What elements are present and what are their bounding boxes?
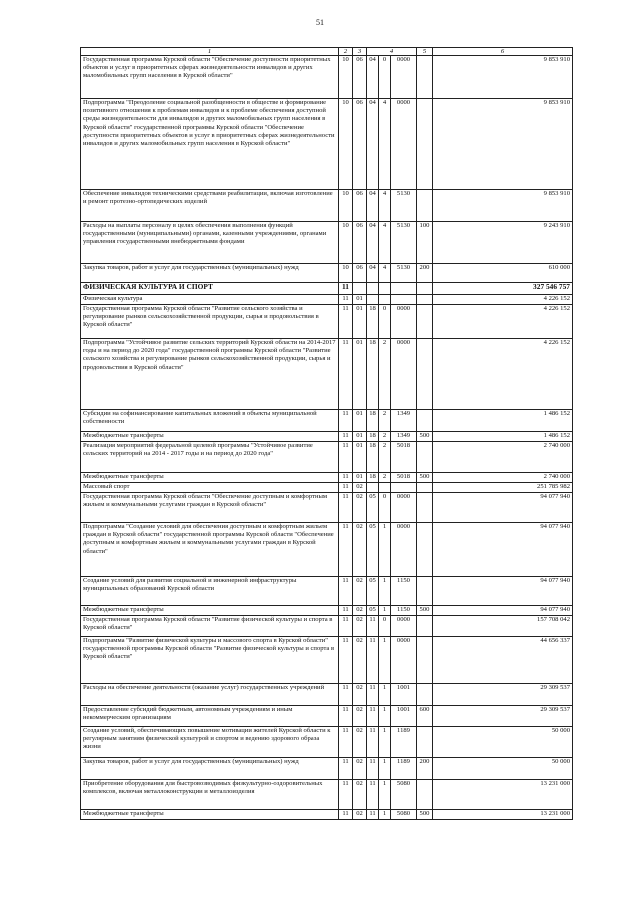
row-section: 11 bbox=[339, 305, 353, 339]
row-subprogram: 1 bbox=[379, 758, 391, 780]
row-expense-type bbox=[417, 727, 433, 758]
row-program: 05 bbox=[367, 606, 379, 616]
row-section: 11 bbox=[339, 780, 353, 810]
row-subprogram: 1 bbox=[379, 523, 391, 577]
row-program: 18 bbox=[367, 432, 379, 442]
row-direction: 1349 bbox=[391, 410, 417, 432]
row-subprogram: 4 bbox=[379, 222, 391, 264]
row-amount: 251 785 982 bbox=[433, 483, 573, 493]
header-col-4: 4 bbox=[367, 48, 417, 56]
row-section: 11 bbox=[339, 432, 353, 442]
row-subprogram: 2 bbox=[379, 432, 391, 442]
row-amount: 94 077 940 bbox=[433, 493, 573, 523]
row-amount: 50 000 bbox=[433, 758, 573, 780]
row-section: 10 bbox=[339, 264, 353, 283]
row-name: Субсидии на софинансирование капитальных вложений в объекты муниципальной собственности bbox=[81, 410, 339, 432]
table-row bbox=[81, 222, 573, 264]
row-direction: 1189 bbox=[391, 758, 417, 780]
row-name: ФИЗИЧЕСКАЯ КУЛЬТУРА И СПОРТ bbox=[81, 283, 339, 295]
row-subsection: 06 bbox=[353, 264, 367, 283]
row-subprogram: 2 bbox=[379, 339, 391, 410]
row-expense-type bbox=[417, 295, 433, 305]
table-row bbox=[81, 780, 573, 810]
row-name: Межбюджетные трансферты bbox=[81, 810, 339, 820]
row-amount: 94 077 940 bbox=[433, 606, 573, 616]
row-name: Подпрограмма "Устойчивое развитие сельских территорий Курской области на 2014-2017 годы и на период до 2020 года" государственной программы Курской области "Развитие сельского хозяйства и регулирование рынков сельскохозяйственной продукции, сырья и продовольствия в Курской области" bbox=[81, 339, 339, 410]
row-amount: 94 077 940 bbox=[433, 577, 573, 606]
row-section: 11 bbox=[339, 493, 353, 523]
row-name: Реализация мероприятий федеральной целевой программы "Устойчивое развитие сельских территорий на 2014 - 2017 годы и на период до 2020 года" bbox=[81, 442, 339, 473]
row-program bbox=[367, 483, 379, 493]
row-subsection: 06 bbox=[353, 222, 367, 264]
row-direction: 0000 bbox=[391, 305, 417, 339]
row-subsection: 06 bbox=[353, 99, 367, 190]
row-program: 11 bbox=[367, 780, 379, 810]
row-expense-type bbox=[417, 616, 433, 637]
row-name: Закупка товаров, работ и услуг для государственных (муниципальных) нужд bbox=[81, 264, 339, 283]
table-row bbox=[81, 483, 573, 493]
row-name: Физическая культура bbox=[81, 295, 339, 305]
row-direction: 0000 bbox=[391, 56, 417, 99]
row-subprogram: 1 bbox=[379, 684, 391, 706]
row-name: Подпрограмма "Создание условий для обеспечения доступным и комфортным жильем граждан в Курской области" государственной программы Курской области "Обеспечение доступным и комфортным жильем и коммунальными услугами граждан в Курской области" bbox=[81, 523, 339, 577]
row-name: Создание условий для развития социальной и инженерной инфраструктуры муниципальных образований Курской области bbox=[81, 577, 339, 606]
row-section: 10 bbox=[339, 222, 353, 264]
header-col-1: 1 bbox=[81, 48, 339, 56]
row-subprogram: 2 bbox=[379, 473, 391, 483]
table-row bbox=[81, 432, 573, 442]
row-subprogram bbox=[379, 295, 391, 305]
row-section: 11 bbox=[339, 637, 353, 684]
row-direction: 1189 bbox=[391, 727, 417, 758]
row-section: 11 bbox=[339, 295, 353, 305]
row-name: Расходы на обеспечение деятельности (оказание услуг) государственных учреждений bbox=[81, 684, 339, 706]
row-section: 11 bbox=[339, 523, 353, 577]
row-direction: 5080 bbox=[391, 810, 417, 820]
header-col-3: 3 bbox=[353, 48, 367, 56]
row-subprogram: 2 bbox=[379, 410, 391, 432]
row-program: 11 bbox=[367, 810, 379, 820]
row-expense-type bbox=[417, 442, 433, 473]
table-row bbox=[81, 295, 573, 305]
table-row bbox=[81, 99, 573, 190]
row-amount: 2 740 000 bbox=[433, 442, 573, 473]
row-program: 05 bbox=[367, 577, 379, 606]
row-direction bbox=[391, 283, 417, 295]
row-program: 11 bbox=[367, 616, 379, 637]
row-subprogram bbox=[379, 483, 391, 493]
row-direction: 5018 bbox=[391, 473, 417, 483]
row-subsection: 01 bbox=[353, 339, 367, 410]
row-expense-type: 200 bbox=[417, 264, 433, 283]
row-expense-type bbox=[417, 410, 433, 432]
row-program: 11 bbox=[367, 684, 379, 706]
row-expense-type bbox=[417, 684, 433, 706]
row-subsection: 01 bbox=[353, 442, 367, 473]
row-amount: 1 486 152 bbox=[433, 432, 573, 442]
row-direction: 0000 bbox=[391, 616, 417, 637]
row-subsection: 02 bbox=[353, 483, 367, 493]
row-subsection: 01 bbox=[353, 410, 367, 432]
table-row bbox=[81, 56, 573, 99]
row-section: 11 bbox=[339, 758, 353, 780]
row-direction: 1150 bbox=[391, 577, 417, 606]
row-section: 10 bbox=[339, 56, 353, 99]
row-expense-type bbox=[417, 493, 433, 523]
row-expense-type bbox=[417, 190, 433, 222]
table-row bbox=[81, 606, 573, 616]
row-amount: 13 231 000 bbox=[433, 780, 573, 810]
row-section: 11 bbox=[339, 339, 353, 410]
row-subsection bbox=[353, 283, 367, 295]
row-subsection: 06 bbox=[353, 56, 367, 99]
table-row bbox=[81, 264, 573, 283]
row-name: Межбюджетные трансферты bbox=[81, 473, 339, 483]
row-direction: 1001 bbox=[391, 684, 417, 706]
row-program: 11 bbox=[367, 758, 379, 780]
row-subprogram: 0 bbox=[379, 305, 391, 339]
row-direction: 0000 bbox=[391, 339, 417, 410]
row-expense-type bbox=[417, 339, 433, 410]
row-direction: 0000 bbox=[391, 99, 417, 190]
row-name: Обеспечение инвалидов техническими средствами реабилитации, включая изготовление и ремонт протезно-ортопедических изделий bbox=[81, 190, 339, 222]
row-subprogram: 1 bbox=[379, 606, 391, 616]
row-section: 10 bbox=[339, 99, 353, 190]
row-direction: 0000 bbox=[391, 523, 417, 577]
row-expense-type bbox=[417, 283, 433, 295]
row-section: 11 bbox=[339, 410, 353, 432]
row-name: Подпрограмма "Развитие физической культуры и массового спорта в Курской области" государственной программы Курской области "Развитие физической культуры и спорта в Курской области" bbox=[81, 637, 339, 684]
row-subprogram: 0 bbox=[379, 56, 391, 99]
row-subprogram: 1 bbox=[379, 706, 391, 727]
row-section: 11 bbox=[339, 483, 353, 493]
row-program: 04 bbox=[367, 99, 379, 190]
row-name: Приобретение оборудования для быстровозводимых физкультурно-оздоровительных комплексов, включая металлоконструкции и металлоизделия bbox=[81, 780, 339, 810]
header-col-5: 5 bbox=[417, 48, 433, 56]
table-row bbox=[81, 493, 573, 523]
row-expense-type bbox=[417, 56, 433, 99]
row-program: 04 bbox=[367, 56, 379, 99]
row-expense-type bbox=[417, 99, 433, 190]
row-section: 11 bbox=[339, 473, 353, 483]
row-direction bbox=[391, 295, 417, 305]
row-subsection: 02 bbox=[353, 758, 367, 780]
table-row bbox=[81, 190, 573, 222]
row-section: 11 bbox=[339, 727, 353, 758]
row-program bbox=[367, 295, 379, 305]
row-subprogram: 1 bbox=[379, 577, 391, 606]
row-subsection: 01 bbox=[353, 295, 367, 305]
row-name: Государственная программа Курской области "Развитие физической культуры и спорта в Курской области" bbox=[81, 616, 339, 637]
row-program: 18 bbox=[367, 442, 379, 473]
table-row bbox=[81, 706, 573, 727]
row-name: Массовый спорт bbox=[81, 483, 339, 493]
table-row bbox=[81, 339, 573, 410]
row-subsection: 01 bbox=[353, 305, 367, 339]
row-amount: 9 853 910 bbox=[433, 56, 573, 99]
table-row bbox=[81, 616, 573, 637]
row-name: Подпрограмма "Преодоление социальной разобщенности в обществе и формирование позитивного отношения к проблемам инвалидов и к проблеме обеспечения доступной среды жизнедеятельности для инвалидов и других маломобильных групп населения в Курской области" государственной программы Курской области "Обеспечение доступности приоритетных объектов и услуг в приоритетных сферах жизнедеятельности инвалидов и других маломобильных групп населения в Курской области" bbox=[81, 99, 339, 190]
row-program: 11 bbox=[367, 637, 379, 684]
row-section: 11 bbox=[339, 616, 353, 637]
row-amount: 9 853 910 bbox=[433, 99, 573, 190]
row-section: 11 bbox=[339, 606, 353, 616]
row-direction: 1001 bbox=[391, 706, 417, 727]
row-subprogram: 2 bbox=[379, 442, 391, 473]
row-name: Межбюджетные трансферты bbox=[81, 432, 339, 442]
row-direction: 5130 bbox=[391, 222, 417, 264]
row-subsection: 01 bbox=[353, 473, 367, 483]
row-program bbox=[367, 283, 379, 295]
row-subsection: 02 bbox=[353, 606, 367, 616]
header-col-2: 2 bbox=[339, 48, 353, 56]
row-amount: 610 000 bbox=[433, 264, 573, 283]
row-subprogram: 4 bbox=[379, 190, 391, 222]
row-subprogram: 1 bbox=[379, 637, 391, 684]
row-program: 05 bbox=[367, 523, 379, 577]
table-row bbox=[81, 283, 573, 295]
row-direction: 5130 bbox=[391, 190, 417, 222]
row-name: Закупка товаров, работ и услуг для государственных (муниципальных) нужд bbox=[81, 758, 339, 780]
row-amount: 94 077 940 bbox=[433, 523, 573, 577]
row-program: 18 bbox=[367, 410, 379, 432]
row-subsection: 02 bbox=[353, 493, 367, 523]
row-section: 11 bbox=[339, 810, 353, 820]
row-subsection: 02 bbox=[353, 637, 367, 684]
row-amount: 9 853 910 bbox=[433, 190, 573, 222]
row-subsection: 02 bbox=[353, 810, 367, 820]
table-row bbox=[81, 810, 573, 820]
row-name: Межбюджетные трансферты bbox=[81, 606, 339, 616]
row-subsection: 02 bbox=[353, 727, 367, 758]
table-row bbox=[81, 684, 573, 706]
row-expense-type bbox=[417, 305, 433, 339]
row-program: 11 bbox=[367, 727, 379, 758]
row-section: 11 bbox=[339, 706, 353, 727]
row-expense-type bbox=[417, 577, 433, 606]
row-amount: 29 309 537 bbox=[433, 706, 573, 727]
row-program: 18 bbox=[367, 473, 379, 483]
row-subprogram: 1 bbox=[379, 810, 391, 820]
table-header-row bbox=[81, 48, 573, 56]
row-subsection: 02 bbox=[353, 780, 367, 810]
row-amount: 157 708 042 bbox=[433, 616, 573, 637]
row-subsection: 02 bbox=[353, 523, 367, 577]
row-subsection: 01 bbox=[353, 432, 367, 442]
row-direction: 0000 bbox=[391, 637, 417, 684]
row-name: Государственная программа Курской области "Обеспечение доступным и комфортным жильем и коммунальными услугами граждан в Курской области" bbox=[81, 493, 339, 523]
row-program: 11 bbox=[367, 706, 379, 727]
budget-table bbox=[80, 47, 573, 820]
row-subprogram bbox=[379, 283, 391, 295]
row-name: Расходы на выплаты персоналу в целях обеспечения выполнения функций государственными (муниципальными) органами, казенными учреждениями, органами управления государственными внебюджетными фондами bbox=[81, 222, 339, 264]
row-expense-type: 200 bbox=[417, 758, 433, 780]
row-name: Государственная программа Курской области "Обеспечение доступности приоритетных объектов и услуг в приоритетных сферах жизнедеятельности инвалидов и других маломобильных групп населения в Курской области" bbox=[81, 56, 339, 99]
row-expense-type: 600 bbox=[417, 706, 433, 727]
row-name: Создание условий, обеспечивающих повышение мотивации жителей Курской области к регулярным занятиям физической культурой и спортом и ведению здорового образа жизни bbox=[81, 727, 339, 758]
table-row bbox=[81, 637, 573, 684]
row-expense-type: 100 bbox=[417, 222, 433, 264]
row-subprogram: 0 bbox=[379, 616, 391, 637]
row-amount: 29 309 537 bbox=[433, 684, 573, 706]
row-direction: 5130 bbox=[391, 264, 417, 283]
row-subprogram: 0 bbox=[379, 493, 391, 523]
row-subsection: 02 bbox=[353, 706, 367, 727]
row-direction: 1150 bbox=[391, 606, 417, 616]
table-row bbox=[81, 473, 573, 483]
row-subprogram: 4 bbox=[379, 99, 391, 190]
row-direction: 5080 bbox=[391, 780, 417, 810]
row-amount: 327 546 757 bbox=[433, 283, 573, 295]
row-amount: 4 226 152 bbox=[433, 295, 573, 305]
row-amount: 50 000 bbox=[433, 727, 573, 758]
row-section: 11 bbox=[339, 442, 353, 473]
row-amount: 13 231 000 bbox=[433, 810, 573, 820]
row-section: 11 bbox=[339, 577, 353, 606]
row-subprogram: 1 bbox=[379, 727, 391, 758]
row-amount: 1 486 152 bbox=[433, 410, 573, 432]
row-section: 11 bbox=[339, 283, 353, 295]
table-row bbox=[81, 758, 573, 780]
row-expense-type: 500 bbox=[417, 606, 433, 616]
row-expense-type bbox=[417, 637, 433, 684]
row-program: 18 bbox=[367, 305, 379, 339]
row-subprogram: 4 bbox=[379, 264, 391, 283]
row-amount: 2 740 000 bbox=[433, 473, 573, 483]
row-program: 18 bbox=[367, 339, 379, 410]
table-row bbox=[81, 410, 573, 432]
table-row bbox=[81, 523, 573, 577]
row-expense-type bbox=[417, 523, 433, 577]
row-name: Государственная программа Курской области "Развитие сельского хозяйства и регулирование рынков сельскохозяйственной продукции, сырья и продовольствия в Курской области" bbox=[81, 305, 339, 339]
row-direction: 1349 bbox=[391, 432, 417, 442]
row-subsection: 02 bbox=[353, 684, 367, 706]
page-number: 51 bbox=[316, 18, 324, 27]
row-subsection: 02 bbox=[353, 577, 367, 606]
row-name: Предоставление субсидий бюджетным, автономным учреждениям и иным некоммерческим организациям bbox=[81, 706, 339, 727]
table-row bbox=[81, 577, 573, 606]
row-amount: 44 656 337 bbox=[433, 637, 573, 684]
row-expense-type: 500 bbox=[417, 810, 433, 820]
row-section: 10 bbox=[339, 190, 353, 222]
row-program: 04 bbox=[367, 222, 379, 264]
row-program: 04 bbox=[367, 264, 379, 283]
row-amount: 4 226 152 bbox=[433, 305, 573, 339]
row-expense-type bbox=[417, 483, 433, 493]
row-subprogram: 1 bbox=[379, 780, 391, 810]
row-amount: 9 243 910 bbox=[433, 222, 573, 264]
header-col-6: 6 bbox=[433, 48, 573, 56]
table-row bbox=[81, 442, 573, 473]
row-subsection: 02 bbox=[353, 616, 367, 637]
row-direction: 5018 bbox=[391, 442, 417, 473]
table-row bbox=[81, 727, 573, 758]
row-direction bbox=[391, 483, 417, 493]
row-subsection: 06 bbox=[353, 190, 367, 222]
row-program: 04 bbox=[367, 190, 379, 222]
row-section: 11 bbox=[339, 684, 353, 706]
row-amount: 4 226 152 bbox=[433, 339, 573, 410]
row-program: 05 bbox=[367, 493, 379, 523]
row-expense-type: 500 bbox=[417, 432, 433, 442]
row-expense-type bbox=[417, 780, 433, 810]
row-expense-type: 500 bbox=[417, 473, 433, 483]
row-direction: 0000 bbox=[391, 493, 417, 523]
table-row bbox=[81, 305, 573, 339]
